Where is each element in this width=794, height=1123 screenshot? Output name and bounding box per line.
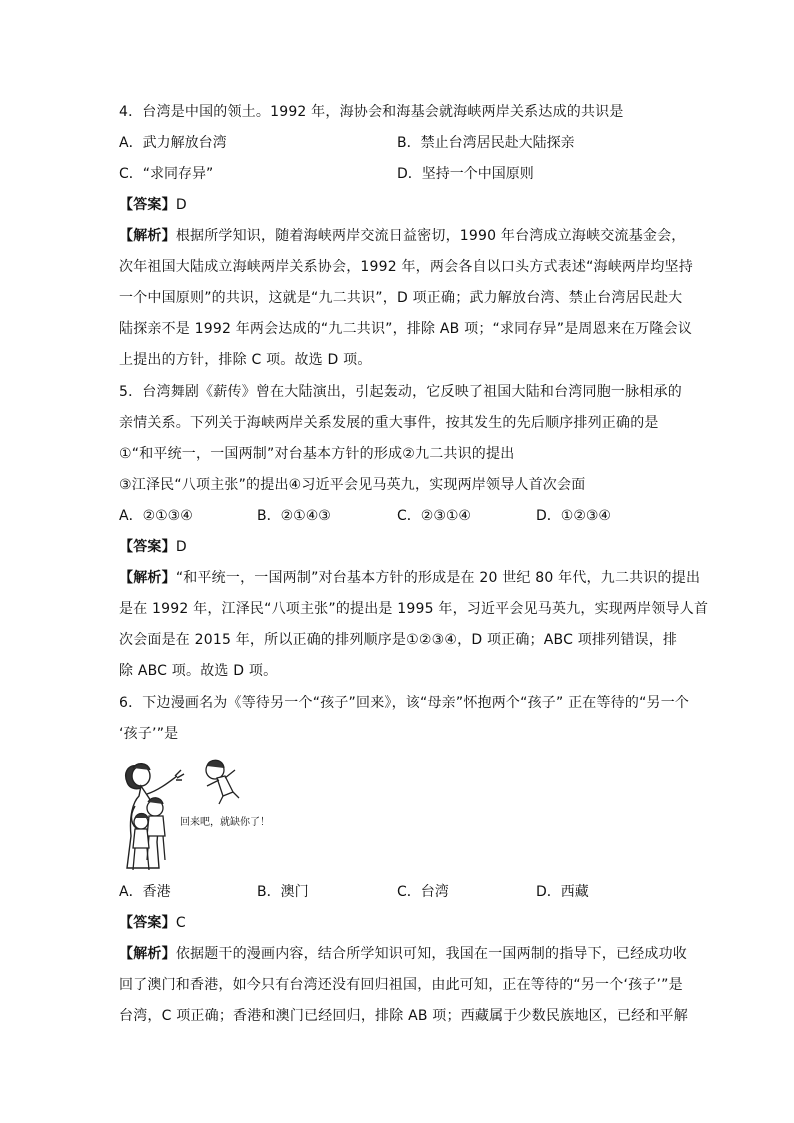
- q4-analysis-line: 一个中国原则”的共识，这就是“九二共识”，D 项正确；武力解放台湾、禁止台湾居民赴大: [119, 290, 683, 306]
- q6-analysis-line: 回了澳门和香港，如今只有台湾还没有回归祖国，由此可知，正在等待的“另一个‘孩子’”是: [119, 977, 683, 993]
- q5-option-d: D．①②③④: [536, 508, 611, 524]
- q5-option-b: B．②①④③: [257, 508, 331, 524]
- cartoon-caption: 回来吧，就缺你了！: [180, 817, 270, 828]
- q6-option-a: A．香港: [119, 884, 171, 900]
- q4-stem: 4．台湾是中国的领土。1992 年，海协会和海基会就海峡两岸关系达成的共识是: [119, 104, 624, 120]
- q4-answer: 【答案】D: [119, 197, 187, 213]
- q4-analysis-line: 【解析】根据所学知识，随着海峡两岸交流日益密切，1990 年台湾成立海峡交流基金会，: [119, 228, 686, 244]
- q6-option-d: D．西藏: [536, 884, 589, 900]
- q6-stem-line: ‘孩子’”是: [119, 726, 179, 742]
- q6-stem-line: 6．下边漫画名为《等待另一个“孩子”回来》，该“母亲”怀抱两个“孩子” 正在等待的“另一个: [119, 695, 690, 711]
- q5-analysis-line: 【解析】“和平统一，一国两制”对台基本方针的形成是在 20 世纪 80 年代，九二共识的提出: [119, 570, 701, 586]
- q4-option-d: D．坚持一个中国原则: [397, 166, 534, 182]
- q4-option-c: C．“求同存异”: [119, 166, 214, 182]
- mother-children-cartoon: [119, 756, 284, 874]
- flying-child-figure: [206, 760, 239, 804]
- q6-option-c: C．台湾: [397, 884, 449, 900]
- section-tag: 【解析】: [119, 946, 176, 962]
- q5-stem-line: 亲情关系。下列关于海峡两岸关系发展的重大事件，按其发生的先后顺序排列正确的是: [119, 415, 659, 431]
- q4-analysis-line: 次年祖国大陆成立海峡两岸关系协会，1992 年，两会各自以口头方式表述“海峡两岸均坚持: [119, 259, 693, 275]
- section-tag: 【解析】: [119, 228, 176, 244]
- section-tag: 【答案】: [119, 915, 176, 931]
- section-tag: 【答案】: [119, 197, 176, 213]
- q4-option-b: B．禁止台湾居民赴大陆探亲: [397, 135, 575, 151]
- q5-option-c: C．②③①④: [397, 508, 471, 524]
- q5-analysis-line: 次会面是在 2015 年，所以正确的排列顺序是①②③④，D 项正确；ABC 项排列错误，排: [119, 632, 678, 648]
- q5-analysis-line: 是在 1992 年，江泽民“八项主张”的提出是 1995 年，习近平会见马英九，实现两岸领导人首: [119, 601, 709, 617]
- section-tag: 【解析】: [119, 570, 176, 586]
- section-tag: 【答案】: [119, 539, 176, 555]
- q4-analysis-line: 陆探亲不是 1992 年两会达成的“九二共识”，排除 AB 项；“求同存异”是周恩来在万隆会议: [119, 321, 693, 337]
- q6-option-b: B．澳门: [257, 884, 309, 900]
- q5-stem-line: ①“和平统一，一国两制”对台基本方针的形成②九二共识的提出: [119, 446, 515, 462]
- q5-stem-line: 5．台湾舞剧《薪传》曾在大陆演出，引起轰动，它反映了祖国大陆和台湾同胞一脉相承的: [119, 384, 682, 400]
- q6-answer: 【答案】C: [119, 915, 186, 931]
- q6-analysis-line: 台湾，C 项正确；香港和澳门已经回归，排除 AB 项；西藏属于少数民族地区，已经和平解: [119, 1008, 688, 1024]
- q6-analysis-line: 【解析】依据题干的漫画内容，结合所学知识可知，我国在一国两制的指导下，已经成功收: [119, 946, 688, 962]
- q5-stem-line: ③江泽民“八项主张”的提出④习近平会见马英九，实现两岸领导人首次会面: [119, 477, 586, 493]
- q5-analysis-line: 除 ABC 项。故选 D 项。: [119, 663, 278, 679]
- q4-option-a: A．武力解放台湾: [119, 135, 227, 151]
- q5-option-a: A．②①③④: [119, 508, 193, 524]
- q4-analysis-line: 上提出的方针，排除 C 项。故选 D 项。: [119, 352, 372, 368]
- q5-answer: 【答案】D: [119, 539, 187, 555]
